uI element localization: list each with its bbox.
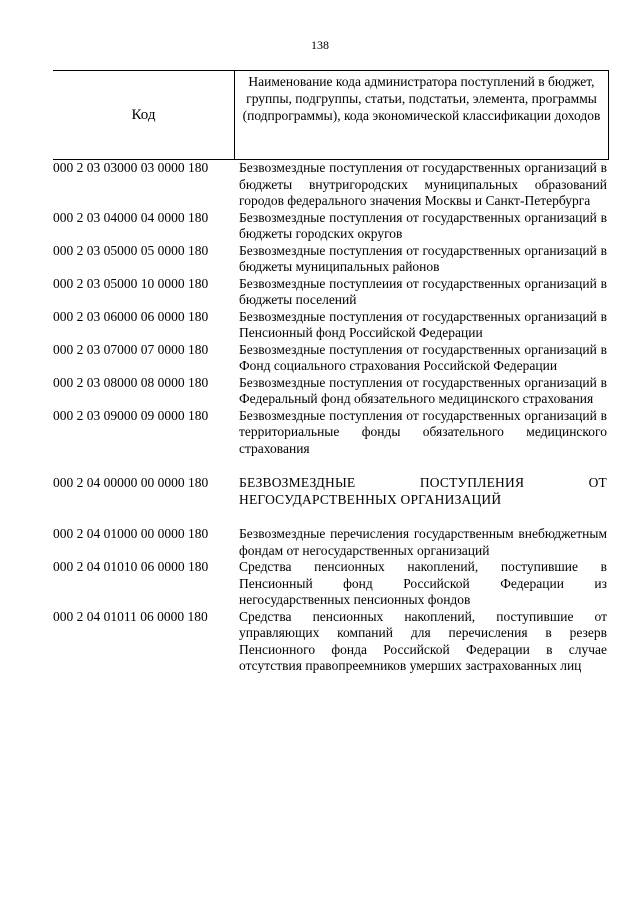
table-row [53, 375, 609, 408]
row-description: Безвозмездные поступления от государственных организаций в Фонд социального страхования Российской Федерации [239, 341, 607, 373]
table-row [53, 408, 609, 458]
row-code: 000 2 04 01010 06 0000 180 [53, 559, 209, 574]
row-code: 000 2 03 04000 04 0000 180 [53, 209, 209, 225]
table-row [53, 243, 609, 276]
row-code: 000 2 04 00000 00 0000 180 [53, 475, 209, 490]
row-description: Безвозмездные поступления от государственных организаций в бюджеты муниципальных районов [239, 242, 607, 274]
row-description: Средства пенсионных накоплений, поступившие от управляющих компаний для перечисления в резерв Пенсионного фонда Российской Федерации в случае отсутствия правопреемников умерших застрахованных лиц [239, 608, 607, 673]
row-code: 000 2 04 01011 06 0000 180 [53, 608, 208, 624]
row-code: 000 2 03 07000 07 0000 180 [53, 341, 209, 357]
row-description: Безвозмездные поступлеиия от государственных организаций в бюджеты поселений [239, 275, 607, 307]
column-header-code: Код [53, 71, 235, 159]
table-row [53, 160, 609, 210]
table-header [53, 70, 609, 160]
page-number: 138 [311, 38, 329, 52]
table-row [53, 309, 609, 342]
table-row [53, 526, 609, 559]
column-header-name: Наименование кода администратора поступлений в бюджет, группы, подгруппы, статьи, подстатьи, элемента, программы (подпрограммы), кода экономической классификации доходов [235, 71, 609, 159]
row-description: Средства пенсионных накоплений, поступившие в Пенсионный фонд Российской Федерации из негосударственных пенсионных фондов [239, 559, 607, 607]
row-description: Безвозмездные поступления от государственных организаций в Пенсионный фонд Российской Федерации [239, 308, 607, 340]
table-row [53, 559, 609, 609]
row-code: 000 2 03 05000 10 0000 180 [53, 275, 209, 291]
row-code: 000 2 03 09000 09 0000 180 [53, 407, 209, 423]
row-description: Безвозмездные поступления от государственных организаций в бюджеты внутригородских муниципальных образований городов федерального значения Москвы и Санкт-Петербурга [239, 160, 607, 208]
row-code: 000 2 03 08000 08 0000 180 [53, 374, 209, 390]
table-row [53, 609, 609, 675]
row-code: 000 2 03 03000 03 0000 180 [53, 160, 209, 175]
table-row [53, 276, 609, 309]
row-description: Безвозмездные поступления от государственных организаций в бюджеты городских округов [239, 209, 607, 241]
table-row-section [53, 475, 609, 508]
row-code: 000 2 04 01000 00 0000 180 [53, 526, 209, 541]
row-description: Безвозмездные поступления от государственных организаций в Федеральный фонд обязательного медицинского страхования [239, 374, 607, 406]
row-code: 000 2 03 05000 05 0000 180 [53, 242, 209, 258]
table-row [53, 210, 609, 243]
row-description: БЕЗВОЗМЕЗДНЫЕ ПОСТУПЛЕНИЯ ОТ НЕГОСУДАРСТВЕННЫХ ОРГАНИЗАЦИЙ [239, 475, 607, 507]
classification-table-body [53, 160, 609, 675]
table-row [53, 342, 609, 375]
row-code: 000 2 03 06000 06 0000 180 [53, 308, 209, 324]
row-description: Безвозмездные поступления от государственных организаций в территориальные фонды обязательного медицинского страхования [239, 407, 607, 456]
row-description: Безвозмездные перечисления государственным внебюджетным фондам от негосударственных организаций [239, 526, 607, 558]
